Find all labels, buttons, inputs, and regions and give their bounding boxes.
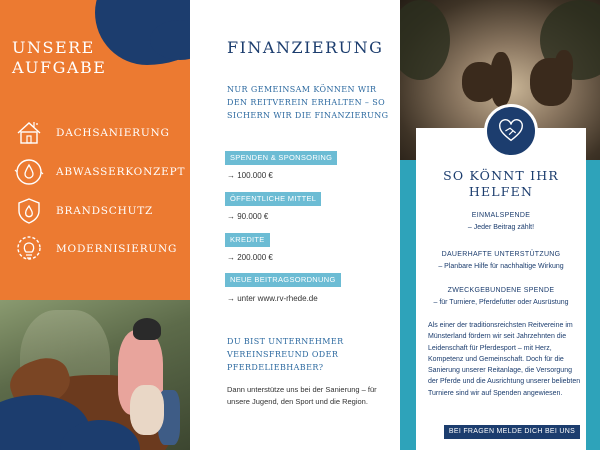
handshake-heart-icon (497, 117, 525, 145)
left-panel (0, 0, 190, 450)
supporter-question: DU BIST UNTERNEHMER VEREINSFREUND ODER PFERDELIEBHABER? (227, 337, 344, 372)
financing-label-mittel: ÖFFENTLICHE MITTEL (225, 192, 321, 206)
financing-intro: NUR GEMEINSAM KÖNNEN WIR DEN REITVEREIN ERHALTEN – SO SICHERN WIR DIE FINANZIERUNG (227, 85, 389, 120)
task-label: DACHSANIERUNG (56, 127, 170, 139)
help-title-dauerhaft: DAUERHAFTE UNTERSTÜTZUNG (441, 251, 561, 258)
task-item-abwasserkonzept (14, 157, 185, 187)
financing-value-kredite: → 200.000 € (227, 253, 273, 262)
help-text-dauerhaft: – Planbare Hilfe für nachhaltige Wirkung (438, 263, 564, 270)
financing-heading: FINANZIERUNG (227, 38, 384, 57)
contact-button[interactable]: BEI FRAGEN MELDE DICH BEI UNS (444, 425, 580, 439)
financing-label-beitragsordnung: NEUE BEITRAGSORDNUNG (225, 273, 341, 287)
help-text-zweckgebunden: – für Turniere, Pferdefutter oder Ausrüstung (433, 299, 569, 306)
help-text-einmalspende: – Jeder Beitrag zählt! (467, 224, 535, 231)
task-label: BRANDSCHUTZ (56, 205, 154, 217)
middle-panel (190, 0, 400, 450)
help-heading: SO KÖNNT IHR HELFEN (443, 168, 559, 199)
financing-value-mittel: → 90.000 € (227, 212, 269, 221)
financing-label-spenden: SPENDEN & SPONSORING (225, 151, 337, 165)
help-title-einmalspende: EINMALSPENDE (471, 212, 531, 219)
help-title-zweckgebunden: ZWECKGEBUNDENE SPENDE (447, 287, 555, 294)
task-label: MODERNISIERUNG (56, 243, 178, 255)
help-body-text: Als einer der traditionsreichsten Reitvereine im Münsterland fördern wir seit Jahrzehnten die Leidenschaft für Pferdesport – mit Herz, Kompetenz und Gemeinschaft. Doch für die Sanierung unserer Reitanlage, die Versorgung der Pferde und die Ausrichtung unserer beliebten Turniere sind wir auf Spenden angewiesen. (428, 322, 581, 397)
left-heading: UNSERE AUFGABE (12, 38, 107, 77)
task-item-dachsanierung (14, 118, 170, 148)
financing-value-beitragsordnung[interactable]: → unter www.rv-rhede.de (227, 294, 318, 303)
heart-badge (484, 104, 538, 158)
task-item-modernisierung (14, 234, 177, 264)
financing-value-spenden: → 100.000 € (227, 171, 273, 180)
house-icon (14, 118, 44, 148)
water-drop-icon (14, 157, 44, 187)
lightbulb-gear-icon (14, 234, 44, 264)
fire-shield-icon (14, 196, 44, 226)
supporter-text: Dann unterstütze uns bei der Sanierung – für unsere Jugend, den Sport und die Region. (227, 385, 377, 406)
financing-label-kredite: KREDITE (225, 233, 270, 247)
task-label: ABWASSERKONZEPT (56, 166, 186, 178)
right-panel (400, 0, 600, 450)
task-item-brandschutz (14, 196, 153, 226)
